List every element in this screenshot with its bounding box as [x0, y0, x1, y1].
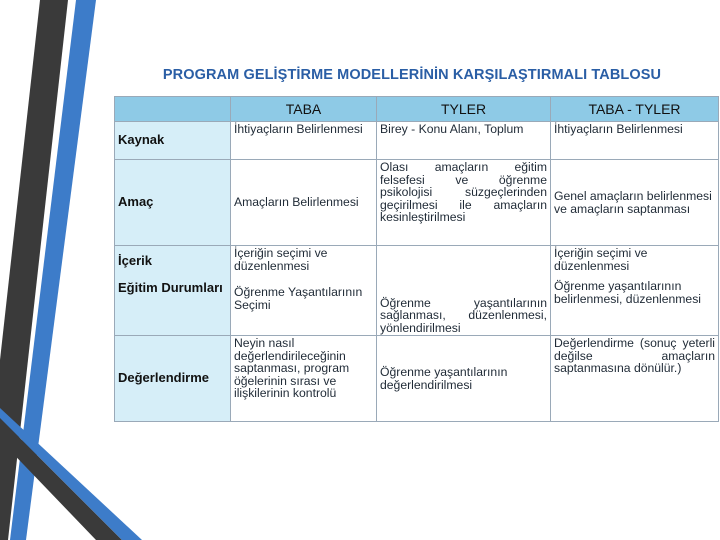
table-row: [115, 246, 719, 336]
cell-taba-tyler: Değerlendirme (sonuç yeterli değilse amaçların saptanmasına dönülür.): [551, 336, 719, 422]
row-header-icerik-label: İçerik: [118, 253, 152, 268]
cell-taba: İhtiyaçların Belirlenmesi: [231, 122, 377, 160]
cell-taba-tyler: Genel amaçların belirlenmesi ve amaçların saptanması: [551, 160, 719, 246]
comparison-table: [114, 96, 719, 422]
cell-taba-tyler: İhtiyaçların Belirlenmesi: [551, 122, 719, 160]
cell-tyler: Olası amaçların eğitim felsefesi ve öğrenme psikolojisi süzgeçlerinden geçirilmesi ile amaçların kesinleştirilmesi: [377, 160, 551, 246]
table-row: [115, 336, 719, 422]
table-header-row: [115, 97, 719, 122]
header-taba: TABA: [231, 97, 377, 122]
header-taba-tyler: TABA - TYLER: [551, 97, 719, 122]
cell-taba-tyler: [551, 246, 719, 336]
cell-tyler: Öğrenme yaşantılarının değerlendirilmesi: [377, 336, 551, 422]
row-header-degerlendirme: Değerlendirme: [115, 336, 231, 422]
header-tyler: TYLER: [377, 97, 551, 122]
cell-taba-tyler-icerik: İçeriğin seçimi ve düzenlenmesi: [554, 246, 648, 273]
header-corner: [115, 97, 231, 122]
cell-tyler: Öğrenme yaşantılarının sağlanması, düzenlenmesi, yönlendirilmesi: [377, 246, 551, 336]
table-row: [115, 160, 719, 246]
row-header-kaynak: Kaynak: [115, 122, 231, 160]
comparison-table-image: [104, 62, 720, 428]
cell-tyler: Birey - Konu Alanı, Toplum: [377, 122, 551, 160]
table-row: [115, 122, 719, 160]
cell-taba: Neyin nasıl değerlendirileceğinin saptanması, program öğelerinin sırası ve ilişkilerinin kontrolü: [231, 336, 377, 422]
cell-taba-egitim: Öğrenme Yaşantılarının Seçimi: [234, 285, 363, 312]
cell-taba: Amaçların Belirlenmesi: [231, 160, 377, 246]
cell-taba: [231, 246, 377, 336]
row-header-egitim-durumlari: Eğitim Durumları: [118, 279, 223, 295]
row-header-amac: Amaç: [115, 160, 231, 246]
cell-taba-tyler-egitim: Öğrenme yaşantılarının belirlenmesi, düzenlenmesi: [554, 279, 701, 306]
cell-taba-icerik: İçeriğin seçimi ve düzenlenmesi: [234, 246, 328, 273]
row-header-icerik: [115, 246, 231, 336]
table-title: PROGRAM GELİŞTİRME MODELLERİNİN KARŞILAŞTIRMALI TABLOSU: [162, 67, 662, 83]
